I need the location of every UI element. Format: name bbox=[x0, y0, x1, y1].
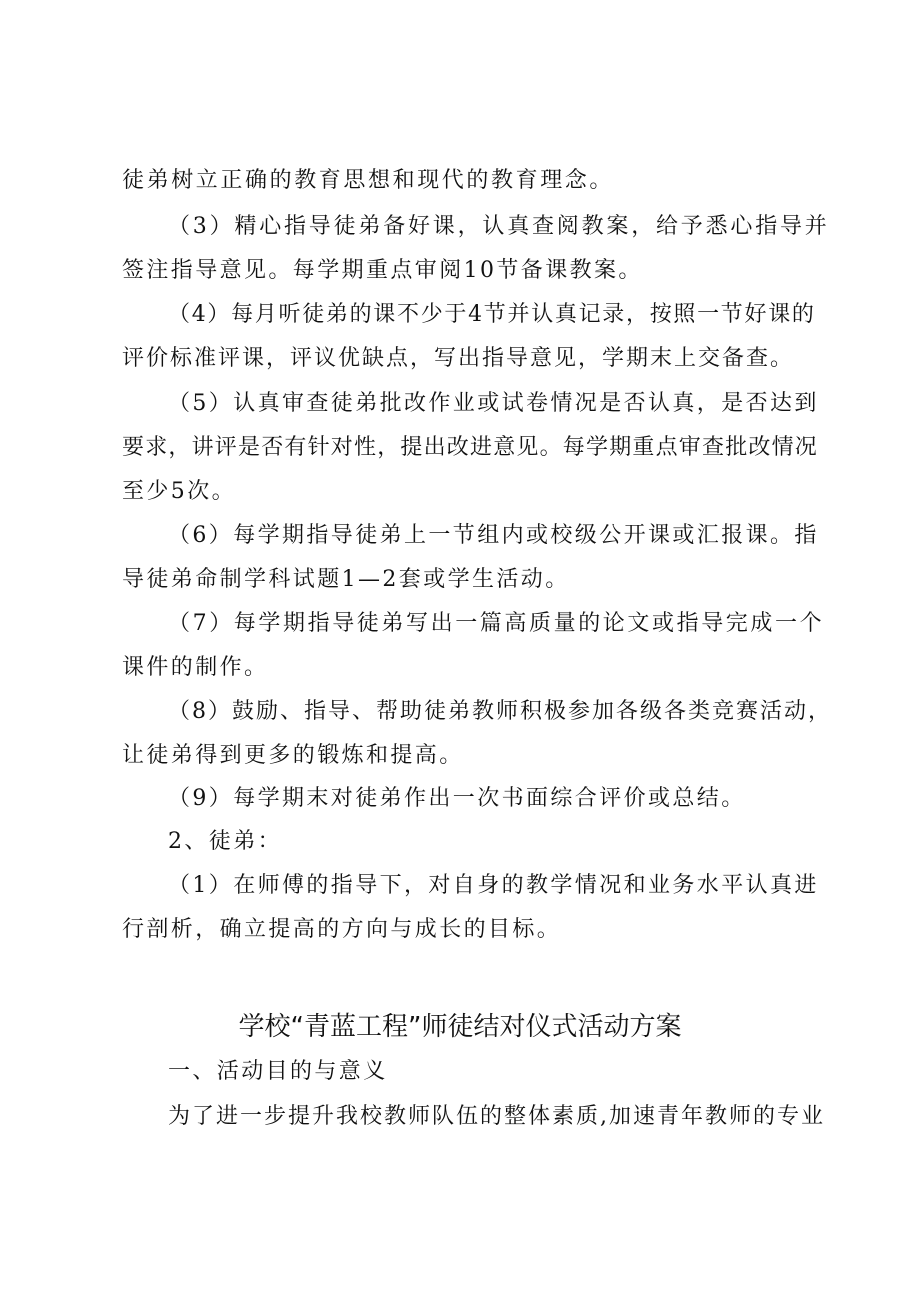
paragraph-line: 行剖析，确立提高的方向与成长的目标。 bbox=[122, 917, 562, 942]
paragraph-line: （6）每学期指导徒弟上一节组内或校级公开课或汇报课。指 bbox=[168, 523, 819, 548]
paragraph-line: （7）每学期指导徒弟写出一篇高质量的论文或指导完成一个 bbox=[168, 611, 825, 636]
paragraph-line: （5）认真审查徒弟批改作业或试卷情况是否认真，是否达到 bbox=[168, 391, 819, 416]
paragraph-line: 徒弟树立正确的教育思想和现代的教育理念。 bbox=[122, 168, 615, 193]
paragraph-line: 课件的制作。 bbox=[122, 655, 269, 680]
paragraph-line: （1）在师傅的指导下，对自身的教学情况和业务水平认真进 bbox=[168, 873, 819, 898]
paragraph-line: 评价标准评课，评议优缺点，写出指导意见，学期末上交备查。 bbox=[122, 346, 795, 371]
document-title: 学校“青蓝工程”师徒结对仪式活动方案 bbox=[238, 1012, 682, 1042]
paragraph-line: （4）每月听徒弟的课不少于4节并认真记录，按照一节好课的 bbox=[168, 302, 816, 327]
paragraph-line: 导徒弟命制学科试题1—2套或学生活动。 bbox=[122, 567, 570, 592]
paragraph-line: （9）每学期末对徒弟作出一次书面综合评价或总结。 bbox=[168, 786, 746, 811]
paragraph-line: 签注指导意见。每学期重点审阅10节备课教案。 bbox=[122, 258, 643, 283]
paragraph-line: 为了进一步提升我校教师队伍的整体素质,加速青年教师的专业 bbox=[168, 1104, 825, 1129]
paragraph-line: 至少5次。 bbox=[122, 479, 236, 504]
paragraph-line: 要求，讲评是否有针对性，提出改进意见。每学期重点审查批改情况 bbox=[122, 435, 819, 460]
paragraph-line: 让徒弟得到更多的锻炼和提高。 bbox=[122, 743, 464, 768]
section-subheading: 2、徒弟： bbox=[168, 829, 282, 854]
section-heading: 一、活动目的与意义 bbox=[168, 1059, 388, 1084]
paragraph-line: （3）精心指导徒弟备好课，认真查阅教案，给予悉心指导并 bbox=[168, 214, 830, 239]
paragraph-line: （8）鼓励、指导、帮助徒弟教师积极参加各级各类竞赛活动， bbox=[168, 699, 832, 724]
